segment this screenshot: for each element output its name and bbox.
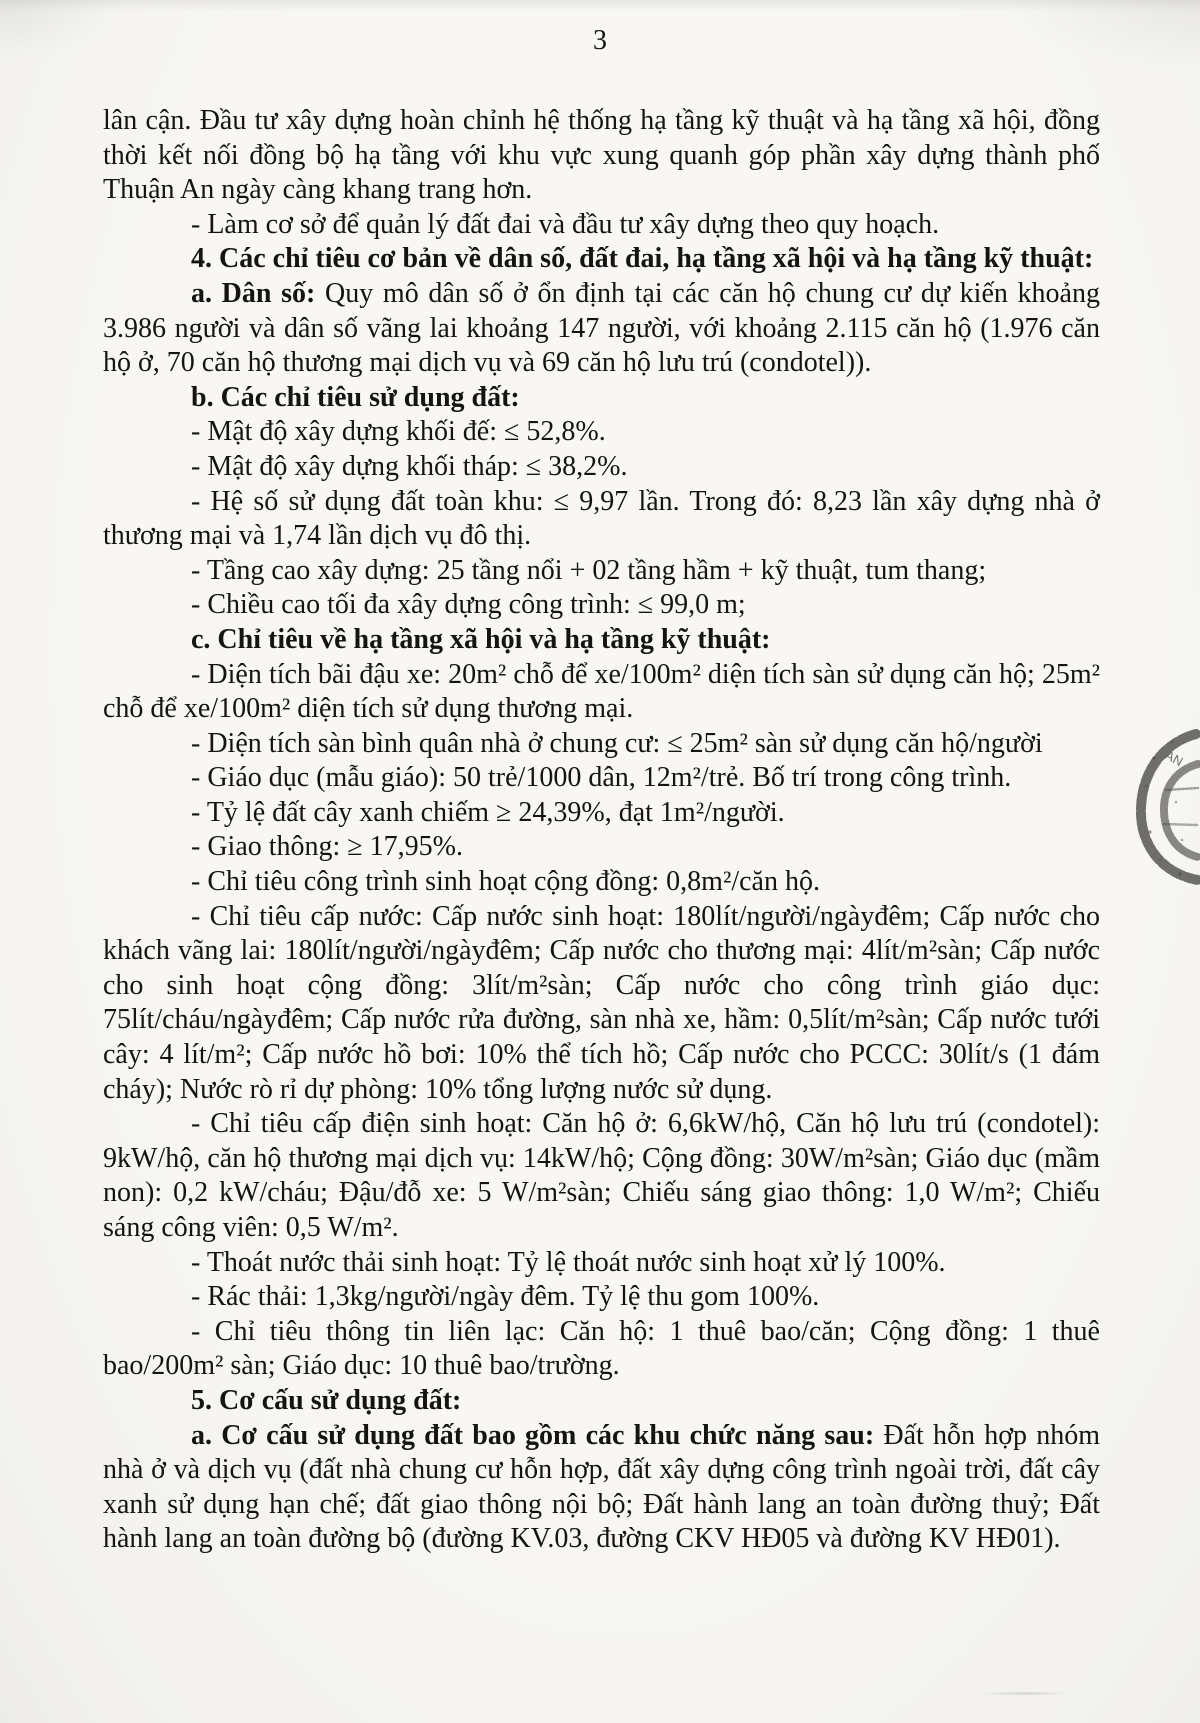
paragraph: - Chỉ tiêu công trình sinh hoạt cộng đồng: 0,8m²/căn hộ. — [191, 866, 820, 898]
paragraph: - Giao thông: ≥ 17,95%. — [191, 831, 464, 863]
document-body — [103, 104, 1100, 1557]
paragraph: - Chỉ tiêu cấp nước: Cấp nước sinh hoạt: 180lít/người/ngàyđêm; Cấp nước cho khách vãng lai: 180lít/người/ngàyđêm; Cấp nước cho thương mại: 4lít/m²sàn; Cấp nước cho sinh hoạt cộng đồng: 3lít/m²sàn; Cấp nước cho công trình giáo dục: 75lít/cháu/ngàyđêm; Cấp nước rửa đường, sàn nhà xe, hầm: 0,5lít/m²sàn; Cấp nước tưới cây: 4 lít/m²; Cấp nước hồ bơi: 10% thể tích hồ; Cấp nước cho PCCC: 30lít/s (1 đám cháy); Nước rò rỉ dự phòng: 10% tổng lượng nước sử dụng. — [103, 900, 1100, 1105]
paragraph: lân cận. Đầu tư xây dựng hoàn chỉnh hệ thống hạ tầng kỹ thuật và hạ tầng xã hội, đồng thời kết nối đồng bộ hạ tầng với khu vực xung quanh góp phần xây dựng thành phố Thuận An ngày càng khang trang hơn. — [103, 105, 1100, 206]
seal-stamp-fragment — [1136, 728, 1200, 886]
paragraph: a. Cơ cấu sử dụng đất bao gồm các khu chức năng sau: Đất hỗn hợp nhóm nhà ở và dịch vụ (đất nhà chung cư hỗn hợp, đất xây dựng công trình ngoài trời, đất cây xanh sử dụng hạn chế; đất giao thông nội bộ; Đất hành lang an toàn đường thuỷ; Đất hành lang an toàn đường bộ (đường KV.03, đường CKV HĐ05 và đường KV HĐ01). — [103, 1419, 1100, 1555]
scan-bottom-speck — [980, 1692, 1070, 1695]
paragraph: - Làm cơ sở để quản lý đất đai và đầu tư xây dựng theo quy hoạch. — [191, 208, 940, 240]
paragraph: - Diện tích bãi đậu xe: 20m² chỗ để xe/100m² diện tích sàn sử dụng căn hộ; 25m² chỗ để xe/100m² diện tích sử dụng thương mại. — [103, 658, 1100, 725]
paragraph: - Mật độ xây dựng khối tháp: ≤ 38,2%. — [191, 450, 628, 482]
paragraph: a. Dân số: Quy mô dân số ở ổn định tại các căn hộ chung cư dự kiến khoảng 3.986 người và dân số vãng lai khoảng 147 người, với khoảng 2.115 căn hộ (1.976 căn hộ ở, 70 căn hộ thương mại dịch vụ và 69 căn hộ lưu trú (condotel)). — [103, 277, 1100, 379]
paragraph: - Chỉ tiêu cấp điện sinh hoạt: Căn hộ ở: 6,6kW/hộ, Căn hộ lưu trú (condotel): 9kW/hộ, căn hộ thương mại dịch vụ: 14kW/hộ; Cộng đồng: 30W/m²sàn; Giáo dục (mầm non): 0,2 kW/cháu; Đậu/đỗ xe: 5 W/m²sàn; Chiếu sáng giao thông: 1,0 W/m²; Chiếu sáng công viên: 0,5 W/m². — [103, 1108, 1100, 1243]
paragraph: - Chiều cao tối đa xây dựng công trình: ≤ 99,0 m; — [191, 589, 746, 621]
section-heading: c. Chỉ tiêu về hạ tầng xã hội và hạ tầng kỹ thuật: — [191, 623, 771, 655]
seal-stamp-icon — [1136, 728, 1200, 886]
paragraph-lead: a. Dân số: — [191, 277, 326, 309]
paragraph: - Rác thải: 1,3kg/người/ngày đêm. Tỷ lệ thu gom 100%. — [191, 1281, 820, 1313]
paragraph: - Thoát nước thải sinh hoạt: Tỷ lệ thoát nước sinh hoạt xử lý 100%. — [191, 1246, 946, 1278]
seal-stamp-text: AN — [1162, 747, 1186, 770]
paragraph: - Diện tích sàn bình quân nhà ở chung cư: ≤ 25m² sàn sử dụng căn hộ/người — [191, 727, 1043, 759]
paragraph: - Mật độ xây dựng khối đế: ≤ 52,8%. — [191, 416, 606, 448]
paragraph: - Tỷ lệ đất cây xanh chiếm ≥ 24,39%, đạt 1m²/người. — [191, 796, 785, 828]
paragraph-lead: a. Cơ cấu sử dụng đất bao gồm các khu chức năng sau: — [191, 1419, 884, 1451]
paragraph: - Giáo dục (mẫu giáo): 50 trẻ/1000 dân, 12m²/trẻ. Bố trí trong công trình. — [191, 762, 1012, 794]
page-number: 3 — [593, 25, 607, 56]
paragraph: - Hệ số sử dụng đất toàn khu: ≤ 9,97 lần. Trong đó: 8,23 lần xây dựng nhà ở thương mại và 1,74 lần dịch vụ đô thị. — [103, 485, 1100, 552]
section-heading: 4. Các chỉ tiêu cơ bản về dân số, đất đai, hạ tầng xã hội và hạ tầng kỹ thuật: — [191, 243, 1094, 275]
section-heading: 5. Cơ cấu sử dụng đất: — [191, 1384, 462, 1416]
section-heading: b. Các chỉ tiêu sử dụng đất: — [191, 381, 520, 413]
paragraph: - Chỉ tiêu thông tin liên lạc: Căn hộ: 1 thuê bao/căn; Cộng đồng: 1 thuê bao/200m² sàn; Giáo dục: 10 thuê bao/trường. — [103, 1315, 1100, 1382]
paragraph: - Tầng cao xây dựng: 25 tầng nổi + 02 tầng hầm + kỹ thuật, tum thang; — [191, 554, 987, 586]
